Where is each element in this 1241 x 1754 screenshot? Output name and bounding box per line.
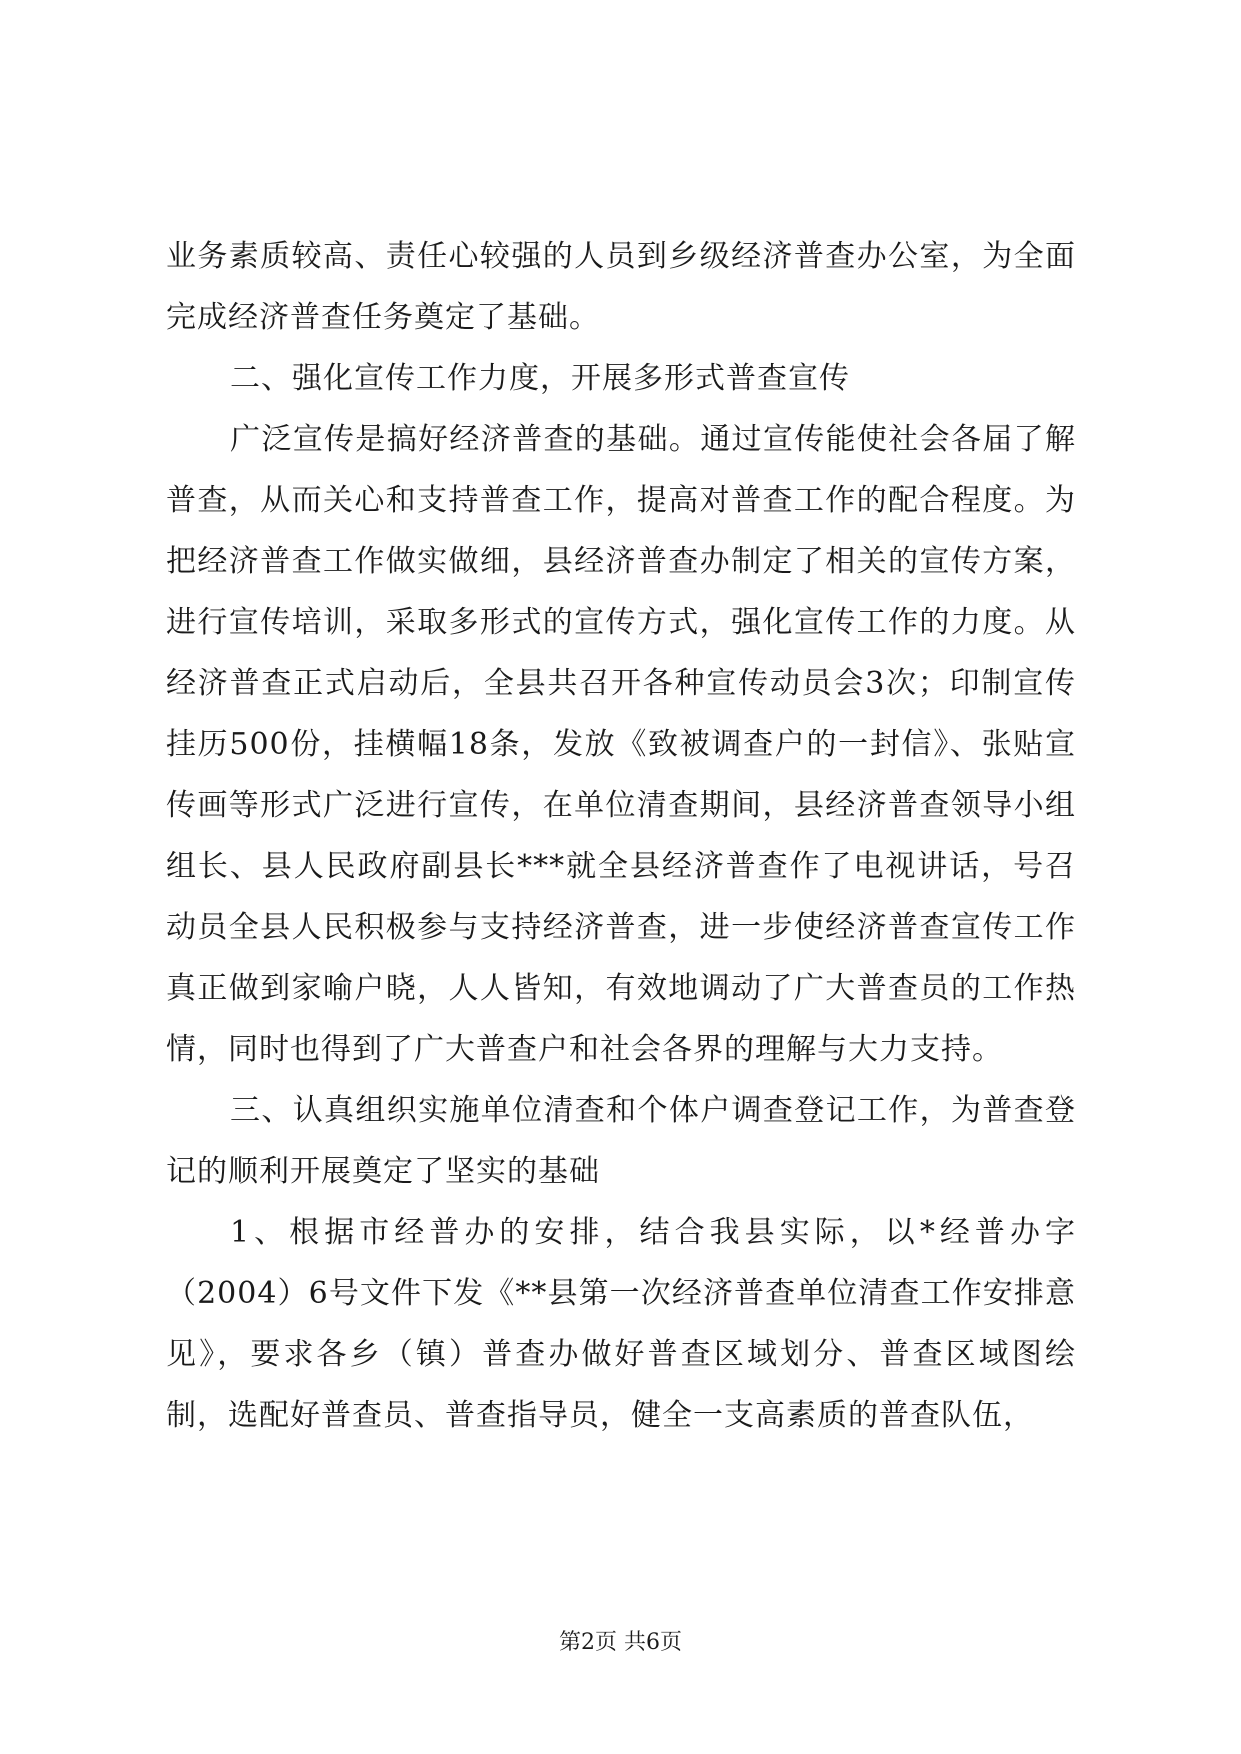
section-heading-2: 二、强化宣传工作力度，开展多形式普查宣传 [230, 361, 850, 396]
paragraph-publicity: 广泛宣传是搞好经济普查的基础。通过宣传能使社会各届了解普查，从而关心和支持普查工作，提高对普查工作的配合程度。为把经济普查工作做实做细，县经济普查办制定了相关的宣传方案，进行宣传培训，采取多形式的宣传方式，强化宣传工作的力度。从经济普查正式启动后，全县共召开各种宣传动员会3次；印制宣传挂历500份，挂横幅18条，发放《致被调查户的一封信》、张贴宣传画等形式广泛进行宣传，在单位清查期间，县经济普查领导小组组长、县人民政府副县长***就全县经济普查作了电视讲话，号召动员全县人民积极参与支持经济普查，进一步使经济普查宣传工作真正做到家喻户晓，人人皆知，有效地调动了广大普查员的工作热情，同时也得到了广大普查户和社会各界的理解与大力支持。 [166, 422, 1076, 1067]
paragraph-item-1: 1、根据市经普办的安排，结合我县实际，以*经普办字（2004）6号文件下发《**县第一次经济普查单位清查工作安排意见》，要求各乡（镇）普查办做好普查区域划分、普查区域图绘制，选配好普查员、普查指导员，健全一支高素质的普查队伍， [166, 1215, 1076, 1433]
document-body [166, 226, 1076, 1446]
section-heading-3: 三、认真组织实施单位清查和个体户调查登记工作，为普查登记的顺利开展奠定了坚实的基础 [166, 1093, 1076, 1189]
paragraph-continuation: 业务素质较高、责任心较强的人员到乡级经济普查办公室，为全面完成经济普查任务奠定了基础。 [166, 239, 1076, 335]
page-number-footer: 第2页 共6页 [559, 1630, 682, 1655]
